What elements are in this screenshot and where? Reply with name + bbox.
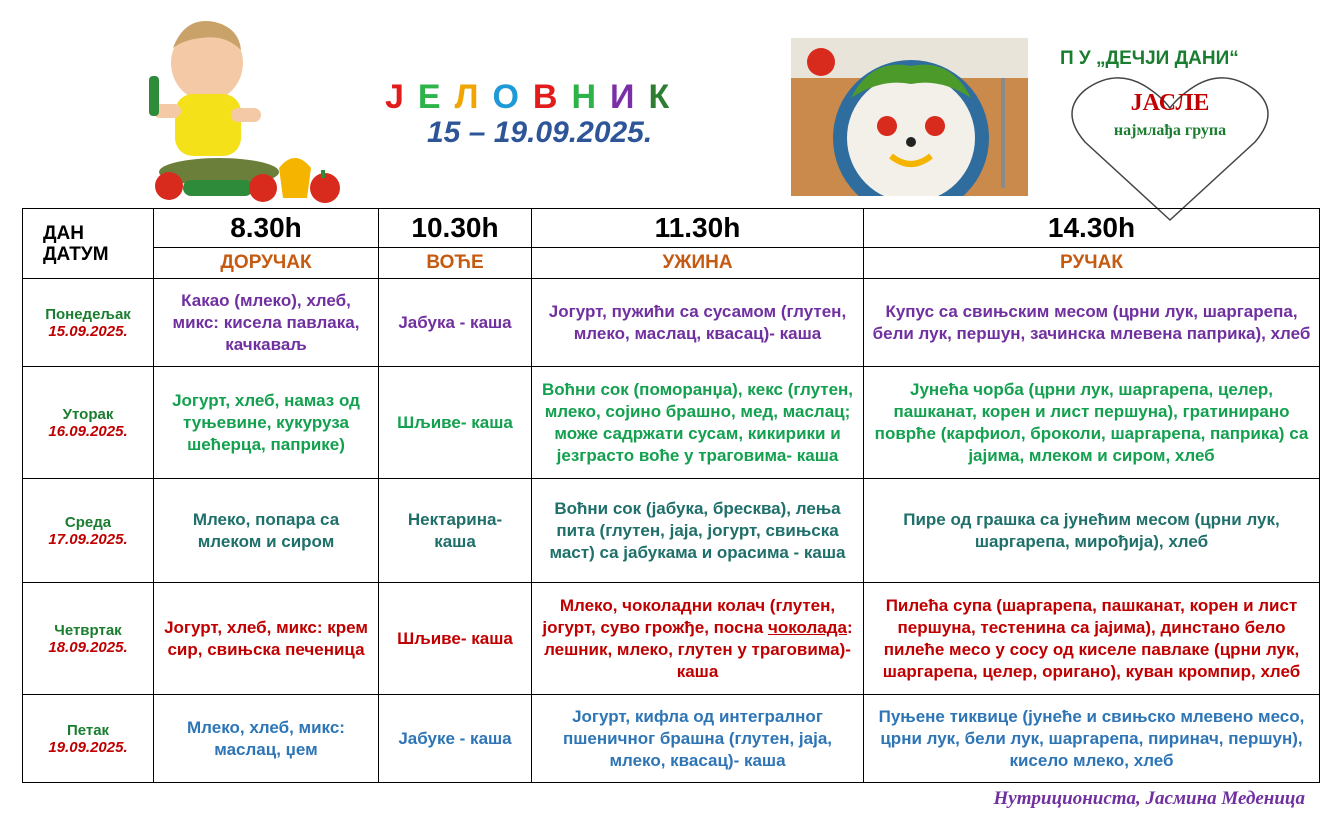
fruit-cell: Нектарина- каша — [379, 479, 532, 583]
day-cell — [23, 695, 154, 783]
day-name: Понедељак — [45, 305, 131, 323]
breakfast-cell: Какао (млеко), хлеб, микс: кисела павлака, качкаваљ — [154, 279, 379, 367]
time-header: 14.30h — [864, 209, 1320, 248]
snack-cell: Јогурт, пужићи са сусамом (глутен, млеко, маслац, квасац)- каша — [532, 279, 864, 367]
day-cell — [23, 279, 154, 367]
snack-underlined-text: чоколада — [767, 617, 847, 637]
table-row — [23, 279, 1320, 367]
snack-text: : лешник, млеко, глутен у траговима)- каша — [544, 617, 853, 681]
group-title: ЈАСЛЕ — [1130, 90, 1210, 116]
snack-text: Млеко, чоколадни колач (глутен, јогурт, суво грожђе, посна — [542, 595, 836, 637]
nutritionist-signature: Нутриционистa, Јасмина Меденица — [993, 788, 1305, 809]
fruit-cell: Шљиве- каша — [379, 583, 532, 695]
table-row — [23, 479, 1320, 583]
breakfast-cell: Јогурт, хлеб, микс: крем сир, свињска печеница — [154, 583, 379, 695]
day-date: 18.09.2025. — [48, 638, 128, 656]
title-letter: К — [648, 78, 684, 116]
day-name: Уторак — [62, 405, 114, 423]
day-name: Четвртак — [54, 621, 122, 639]
day-cell — [23, 367, 154, 479]
menu-title — [385, 78, 683, 117]
title-letter: Ј — [385, 78, 418, 116]
fruit-cell: Јабуке - каша — [379, 695, 532, 783]
smiley-plate-image — [791, 38, 1028, 196]
breakfast-cell: Млеко, хлеб, микс: маслац, џем — [154, 695, 379, 783]
time-header: 11.30h — [532, 209, 864, 248]
week-dates: 15 – 19.09.2025. — [427, 116, 653, 149]
lunch-cell: Јунећа чорба (црни лук, шаргарепа, целер, пашканат, корен и лист першуна), гратинирано поврће (карфиол, броколи, шаргарепа, паприка) са јајима, млеком и сиром, хлеб — [864, 367, 1320, 479]
meal-header: ДОРУЧАК — [154, 248, 379, 279]
table-row — [23, 367, 1320, 479]
snack-cell — [532, 583, 864, 695]
day-date: 15.09.2025. — [48, 322, 128, 340]
child-with-vegetables-image — [135, 8, 350, 206]
day-name: Петак — [66, 721, 110, 739]
day-name: Среда — [64, 513, 112, 531]
snack-cell: Воћни сок (поморанџа), кекс (глутен, млеко, сојино брашно, мед, маслац; може садржати сусам, кикирики и језграсто воће у траговима- каша — [532, 367, 864, 479]
title-letter: В — [532, 78, 572, 116]
time-header: 8.30h — [154, 209, 379, 248]
table-row — [23, 695, 1320, 783]
meal-header: РУЧАК — [864, 248, 1320, 279]
meal-header: УЖИНА — [532, 248, 864, 279]
lunch-cell: Купус са свињским месом (црни лук, шаргарепа, бели лук, першун, зачинска млевена паприка), хлеб — [864, 279, 1320, 367]
snack-cell: Јогурт, кифла од интегралног пшеничног брашна (глутен, јаја, млеко, квасац)- каша — [532, 695, 864, 783]
day-date: 16.09.2025. — [48, 422, 128, 440]
meal-header: ВОЋЕ — [379, 248, 532, 279]
breakfast-cell: Млеко, попара са млеком и сиром — [154, 479, 379, 583]
fruit-cell: Шљиве- каша — [379, 367, 532, 479]
table-row — [23, 583, 1320, 695]
day-header-label: ДАН — [43, 222, 84, 244]
title-letter: О — [492, 78, 533, 116]
day-cell — [23, 583, 154, 695]
lunch-cell: Пире од грашка са јунећим месом (црни лук, шаргарепа, мирођија), хлеб — [864, 479, 1320, 583]
weekly-menu-table — [22, 208, 1320, 783]
day-date-header — [23, 209, 154, 279]
title-letter: И — [610, 78, 649, 116]
title-letter: Н — [571, 78, 611, 116]
time-header: 10.30h — [379, 209, 532, 248]
breakfast-cell: Јогурт, хлеб, намаз од туњевине, кукуруза шећерца, паприке) — [154, 367, 379, 479]
date-header-label: ДАТУМ — [43, 243, 109, 265]
lunch-cell: Пилећа супа (шаргарепа, пашканат, корен и лист першуна, тестенина са јајима), динстано бело пилеће месо у сосу од киселе павлаке (црни лук, шаргарепа, целер, оригано), куван кромпир, хлеб — [864, 583, 1320, 695]
title-letter: Е — [417, 78, 455, 116]
group-subtitle: најмлађа група — [1113, 122, 1227, 139]
title-letter: Л — [454, 78, 493, 116]
snack-cell: Воћни сок (јабука, бресква), лења пита (глутен, јаја, јогурт, свињска маст) са јабукама и орасима - каша — [532, 479, 864, 583]
day-date: 19.09.2025. — [48, 738, 128, 756]
school-name: П У „ДЕЧЈИ ДАНИ“ — [1060, 48, 1239, 69]
lunch-cell: Пуњене тиквице (јунеће и свињско млевено месо, црни лук, бели лук, шаргарепа, пиринач, першун), кисело млеко, хлеб — [864, 695, 1320, 783]
day-date: 17.09.2025. — [48, 530, 128, 548]
day-cell — [23, 479, 154, 583]
fruit-cell: Јабука - каша — [379, 279, 532, 367]
